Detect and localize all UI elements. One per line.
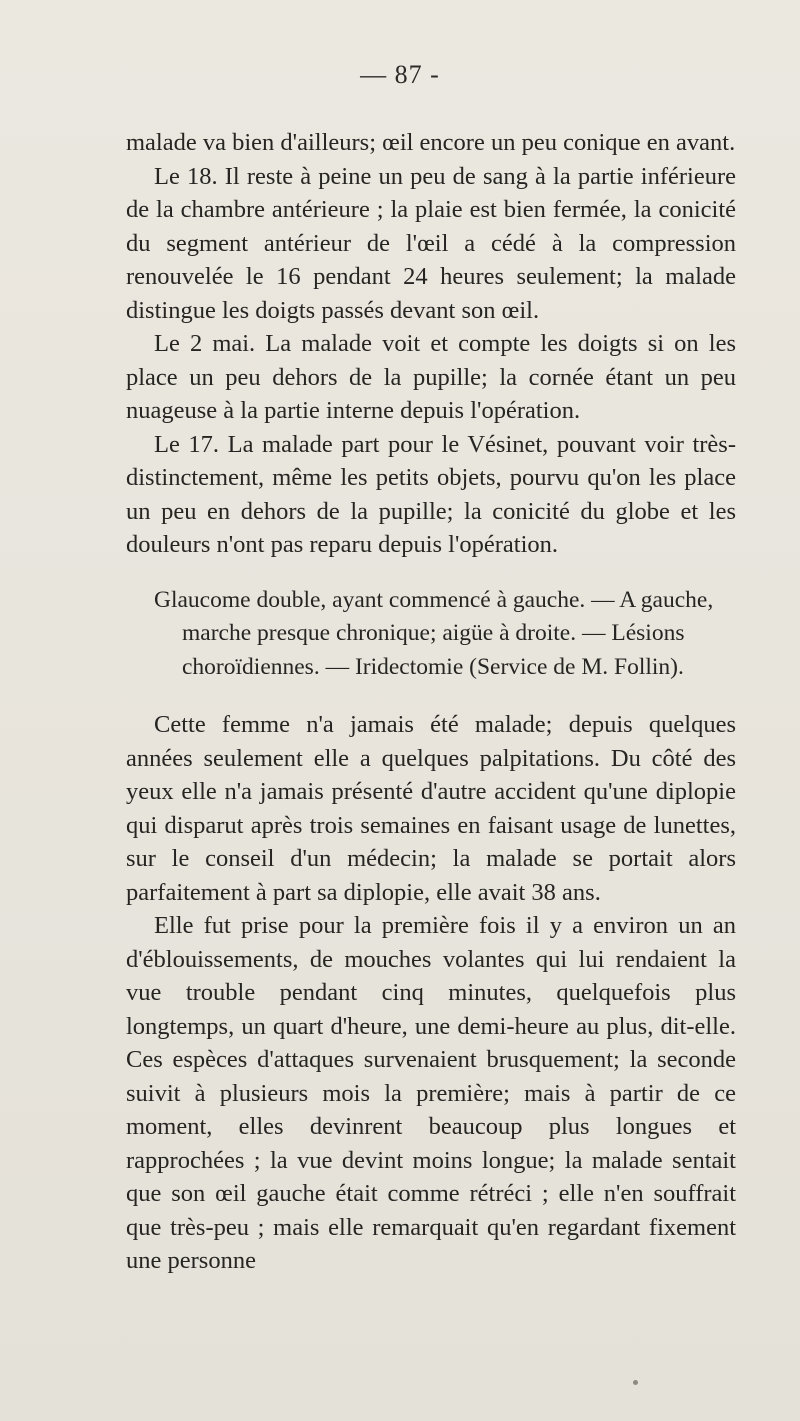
- paragraph-symptoms: Elle fut prise pour la première fois il y a environ un an d'éblouissements, de mouches volantes qui lui rendaient la vue trouble pendant cinq minutes, quelquefois plus longtemps, un quart d'heure, une demi-heure au plus, dit-elle. Ces espèces d'attaques survenaient brusquement; la seconde suivit à plusieurs mois la première; mais à partir de ce moment, elles devinrent beaucoup plus longues et rapprochées ; la vue devint moins longue; la malade sentait que son œil gauche était comme rétréci ; elle n'en souffrait que très-peu ; mais elle remarquait qu'en regardant fixement une personne: [126, 912, 736, 1274]
- paragraph-entry-17: Le 17. La malade part pour le Vésinet, pouvant voir très-distinctement, même les petits objets, pourvu qu'on les place un peu en dehors de la pupille; la conicité du globe et les douleurs n'ont pas reparu depuis l'opération.: [126, 430, 736, 558]
- paragraph-continuation: malade va bien d'ailleurs; œil encore un peu conique en avant.: [126, 129, 736, 156]
- ink-speck: [633, 1380, 638, 1385]
- page-number: — 87 -: [360, 60, 440, 89]
- paragraph-entry-18: Le 18. Il reste à peine un peu de sang à la partie inférieure de la chambre antérieure ; la plaie est bien fermée, la conicité du segment antérieur de l'œil a cédé à la compression renouvelée le 16 pendant 24 heures seulement; la malade distingue les doigts passés devant son œil.: [126, 162, 736, 324]
- page-body: [126, 126, 736, 1278]
- case-heading: Glaucome double, ayant commencé à gauche. — A gauche, marche presque chronique; aigüe à droite. — Lésions choroïdiennes. — Iridectomie (Service de M. Follin).: [154, 586, 714, 680]
- paragraph-entry-2-mai: Le 2 mai. La malade voit et compte les doigts si on les place un peu dehors de la pupille; la cornée étant un peu nuageuse à la partie interne depuis l'opération.: [126, 330, 736, 424]
- paragraph-case-history: Cette femme n'a jamais été malade; depuis quelques années seulement elle a quelques palpitations. Du côté des yeux elle n'a jamais présenté d'autre accident qu'une diplopie qui disparut après trois semaines en faisant usage de lunettes, sur le conseil d'un médecin; la malade se portait alors parfaitement à part sa diplopie, elle avait 38 ans.: [126, 711, 736, 906]
